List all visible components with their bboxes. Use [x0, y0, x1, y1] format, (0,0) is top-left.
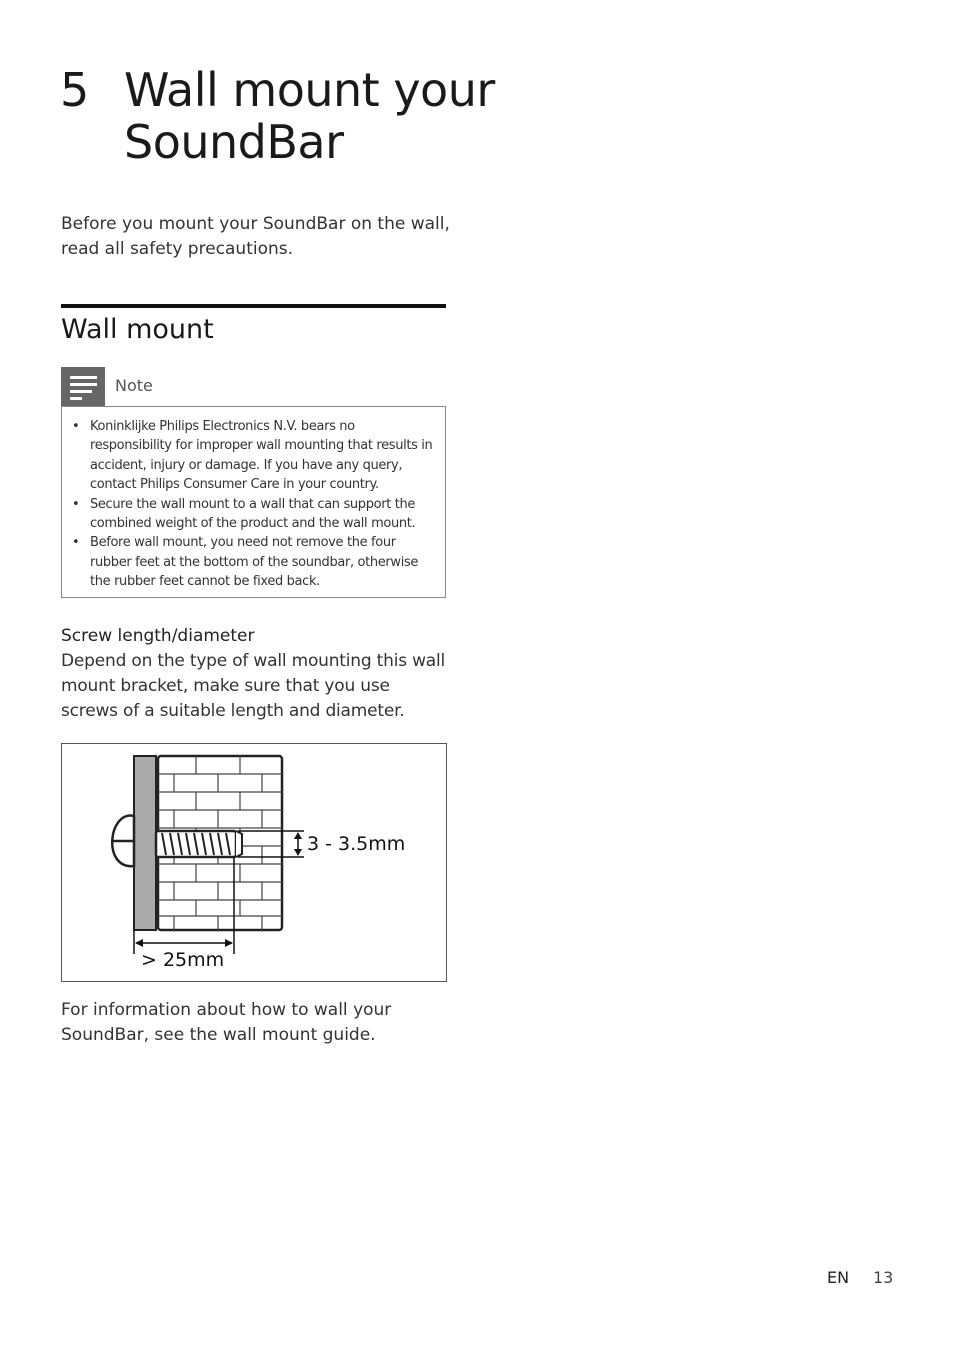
note-item: • Secure the wall mount to a wall that can support the combined weight of the product and the wall mount.	[90, 495, 435, 534]
note-item: • Koninklijke Philips Electronics N.V. bears no responsibility for improper wall mounting that results in accident, injury or damage. If you have any query, contact Philips Consumer Care in your country.	[90, 417, 435, 495]
diameter-label: 3 - 3.5mm	[307, 833, 406, 855]
length-label: > 25mm	[141, 949, 225, 971]
note-box	[61, 406, 446, 598]
page-number: 13	[873, 1268, 894, 1287]
outro-paragraph: For information about how to wall your SoundBar, see the wall mount guide.	[61, 1000, 392, 1045]
screw-heading: Screw length/diameter	[61, 626, 255, 646]
note-icon	[61, 367, 105, 407]
mount-bracket-plate	[134, 756, 156, 930]
section-title: Wall mount	[61, 314, 214, 345]
section-divider	[61, 304, 446, 308]
note-list	[62, 407, 445, 592]
chapter-title: Wall mount your SoundBar	[124, 63, 495, 169]
screw-paragraph: Depend on the type of wall mounting this wall mount bracket, make sure that you use screws of a suitable length and diameter.	[61, 651, 446, 721]
screw-shank	[156, 831, 242, 857]
note-header	[61, 367, 446, 407]
note-label: Note	[115, 376, 153, 395]
chapter-number: 5	[60, 63, 90, 117]
footer-language: EN	[827, 1268, 850, 1287]
note-item: • Before wall mount, you need not remove the four rubber feet at the bottom of the soundbar, otherwise the rubber feet cannot be fixed back.	[90, 533, 435, 591]
screw-diagram	[61, 743, 447, 982]
intro-paragraph: Before you mount your SoundBar on the wall, read all safety precautions.	[61, 214, 450, 259]
screw-diagram-illustration	[62, 744, 446, 981]
